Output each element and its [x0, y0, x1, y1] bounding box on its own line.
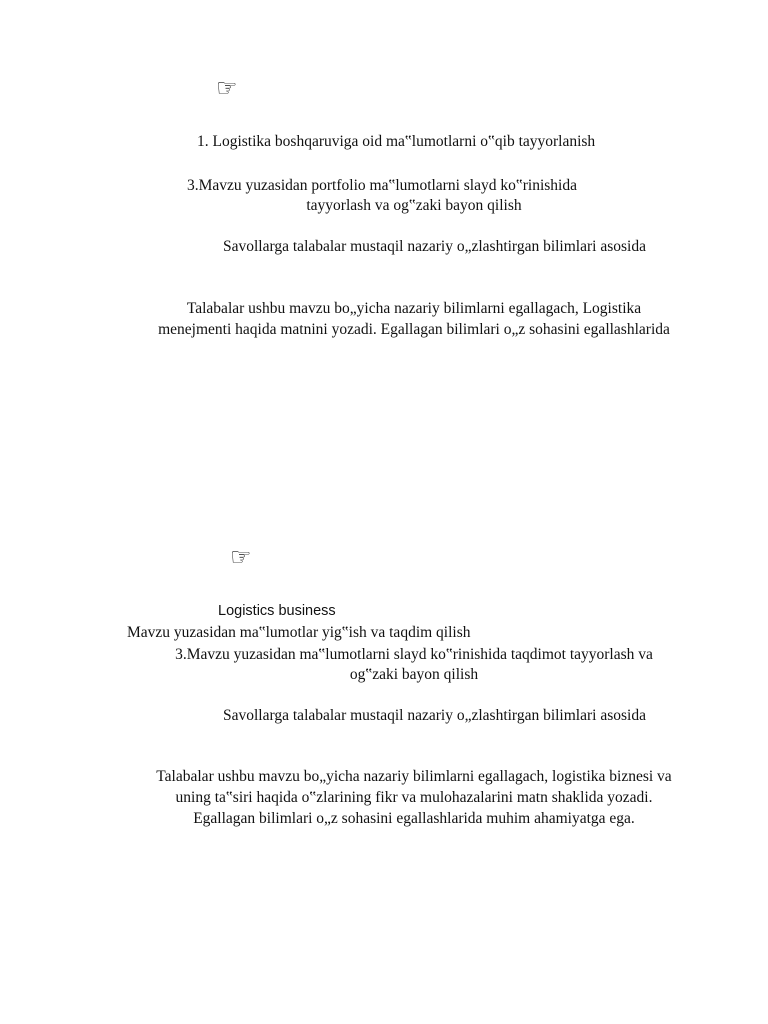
presentation-line-1: 3.Mavzu yuzasidan ma‟lumotlarni slayd ko‟rinishida taqdimot tayyorlash va	[175, 646, 653, 663]
task-line: 1. Logistika boshqaruviga oid ma‟lumotlarni o‟qib tayyorlanish	[197, 133, 596, 150]
portfolio-line-1: 3.Mavzu yuzasidan portfolio ma‟lumotlarni slayd ko‟rinishida	[187, 177, 577, 194]
portfolio-line-2: tayyorlash va og‟zaki bayon qilish	[306, 197, 522, 214]
result-line-2: menejmenti haqida matnini yozadi. Egallagan bilimlari o„z sohasini egallashlarida	[158, 321, 670, 338]
result-line-1: Talabalar ushbu mavzu bo„yicha nazariy bilimlarni egallagach, logistika biznesi va	[156, 768, 672, 785]
result-line-2: uning ta‟siri haqida o‟zlarining fikr va mulohazalarini matn shaklida yozadi.	[175, 789, 653, 806]
result-line-1: Talabalar ushbu mavzu bo„yicha nazariy bilimlarni egallagach, Logistika	[186, 300, 642, 317]
result-line-3: Egallagan bilimlari o„z sohasini egallashlarida muhim ahamiyatga ega.	[193, 810, 635, 827]
pointing-hand-icon: ☞	[230, 543, 252, 571]
topic-title: Logistics business	[218, 603, 336, 619]
questions-line: Savollarga talabalar mustaqil nazariy o„zlashtirgan bilimlari asosida	[223, 707, 646, 724]
pointing-hand-icon: ☞	[216, 74, 238, 102]
task-line: Mavzu yuzasidan ma‟lumotlar yig‟ish va taqdim qilish	[127, 624, 471, 641]
presentation-line-2: og‟zaki bayon qilish	[349, 666, 479, 683]
questions-line: Savollarga talabalar mustaqil nazariy o„zlashtirgan bilimlari asosida	[223, 238, 646, 255]
